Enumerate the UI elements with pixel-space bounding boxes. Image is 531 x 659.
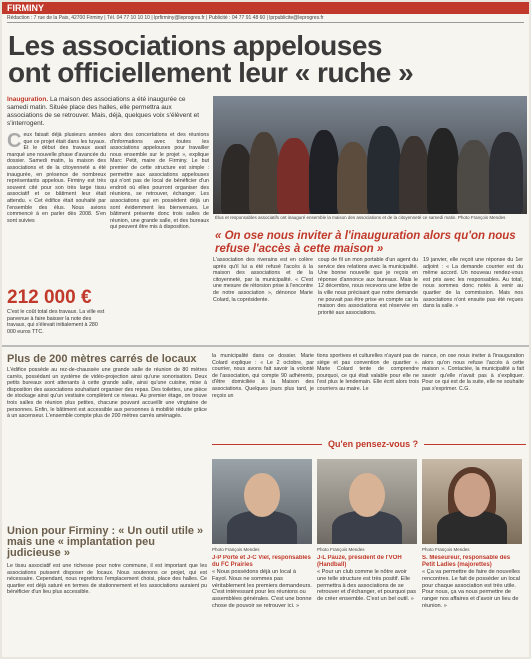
price-text: C'est le coût total des travaux. La ville est parvenue à faire baisser la note des travaux, qui s'élevait initialement à 280 000 euros TTC. (7, 309, 105, 335)
opinion-item (422, 555, 522, 657)
portrait-photo (422, 459, 522, 544)
continued-column-1: la municipalité dans ce dossier. Marie Colard explique : « Le 2 octobre, par courrier, nous avons fait savoir la volonté de l'association, qui compte 90 adhérents, d'être domiciliée à la Maison des associations. Quelques jours plus tard, je reçois un (212, 353, 314, 399)
portrait-caption: Photo François Mendes (212, 547, 260, 552)
photo-figure (489, 132, 523, 214)
section-divider (2, 345, 529, 347)
photo-figure (399, 136, 429, 214)
opinion-item (212, 555, 312, 657)
riverains-column-3: 19 janvier, elle reçoit une réponse du 1er adjoint : « La demande courrier est du même accord. Un nouveau rendez-vous est pris avec les responsables. Au total, nous sommes donc notés à venir au quartier de la commission. Mais nos associations n'ont ensuite pas été reçues dans la salle. » (423, 257, 523, 310)
opinion-name: J-P Porte et J-C Viel, responsables du FC Prairies (212, 555, 311, 568)
article-col1-text: eux faisait déjà plusieurs années que ce projet était dans les tuyaux. Et le début des travaux avait marqué une nouvelle phase d'avancée du dossier. Samedi matin, la maison des associations et de la citoyenneté a été inaugurée, en présence de nombreux représentants appelous. Firminy est très souvent cité pour son très large tissu associatif et ce bâtiment leur était attendu. « Cet édifice était souhaité par l'ensemble des élus. Nous avions commencé à en parler dès 2008. S'en sont suivies (7, 132, 106, 224)
portrait-caption: Photo François Mendes (422, 547, 470, 552)
photo-figure (427, 128, 459, 214)
photo-figure (457, 140, 491, 214)
opinion-text: « Nous possédons déjà un local à Fayol. Nous ne sommes pas véritablement les premiers demandeurs. C'est intéressant pour les réunions ou assemblées générales. C'est une bonne chose de pouvoir se retrouver ici. » (212, 569, 312, 609)
headline-line-2: ont officiellement leur « ruche » (8, 57, 414, 88)
opinion-name: S. Meseureur, responsable des Petit Ladies (majorettes) (422, 555, 511, 568)
photo-figure (337, 142, 369, 214)
newspaper-page (2, 2, 529, 657)
dropcap: C (7, 132, 22, 152)
main-photo-caption: Élus et responsables associatifs ont inauguré ensemble la maison des associations et de la citoyenneté ce samedi matin. Photo François Mendes (215, 215, 506, 220)
opinion-banner-label: Qu'en pensez-vous ? (322, 439, 424, 449)
locaux-title: Plus de 200 mètres carrés de locaux (7, 353, 197, 365)
photo-figure (309, 130, 339, 214)
opinion-item (317, 555, 417, 657)
continued-column-2: tions sportives et culturelles n'ayant pas de siège et pas convention de quartier ». Marie Colard tente de comprendre pourquoi, ce qui était valable pour elle ne l'est plus le lendemain. Elle écrit alors trois courriers au maire. Le (317, 353, 419, 392)
lead-kicker: Inauguration. (7, 96, 49, 103)
continued-column-3: nance, on ose nous inviter à l'inauguration alors qu'on nous refuse l'accès à cette maison ». Contactée, la municipalité a fait savoir qu'elle n'avait pas à s'expliquer. Pour ce qui est de la suite, elle ne souhaite pas s'exprimer. C.G. (422, 353, 524, 392)
section-header: FIRMINY (2, 2, 529, 14)
opinion-text: « Pour un club comme le nôtre avoir une telle structure est très positif. Elle permettra à des associations de se retrouver et d'échanger, et pourquoi pas de créer ensemble. C'est un bel outil. » (317, 569, 417, 603)
opinion-name: J-L Pauze, président de l'VOH (Handball) (317, 555, 402, 568)
lead-text: La maison des associations a été inaugurée ce samedi matin. Située place des halles, elle permettra aux associations de se retrouver. Mais, déjà, quelques voix s'élèvent et s'interrogent. (7, 96, 200, 127)
portrait-photo (212, 459, 312, 544)
union-text: Le tissu associatif est une richesse pour notre commune, il est important que les associations puissent disposer de locaux. Nous soutenons ce projet, qui est nécessaire. Cependant, nous regrettons l'emplacement choisi, place des halles. Ce quartier est déjà saturé en termes de stationnement et les associations auraient pu bénéficier d'un lieu plus accessible. (7, 563, 207, 596)
price-amount: 212 000 € (7, 287, 92, 308)
headline (8, 32, 523, 86)
headline-line-1: Les associations appelouses (8, 30, 382, 61)
pull-quote: « On ose nous inviter à l'inauguration alors qu'on nous refuse l'accès à cette maison » (215, 230, 516, 255)
portrait-face (349, 473, 385, 517)
portrait-face (244, 473, 280, 517)
redaction-line: Rédaction : 7 rue de la Paix, 42700 Firminy | Tél. 04 77 10 10 10 | lprfirminy@leprogres.fr | Publicité : 04 77 91 48 60 | lprpublicite@leprogres.fr (7, 15, 524, 23)
portrait-photo (317, 459, 417, 544)
photo-figure (367, 126, 401, 214)
riverains-column-2: coup de fil un mon portable d'un agent du service des relations avec la municipalité. Une bonne nouvelle que je reçois en réponse d'annonce aux bureaux. Mais le 12 décembre, nous recevons une lettre de la ville nous précisant que notre demande ne pouvait pas être prise en compte car la maison des associations est réservée en priorité aux associations. (318, 257, 418, 316)
union-title: Union pour Firminy : « Un outil utile » mais une « implantation peu judicieuse » (7, 525, 204, 559)
opinion-text: « Ça va permettre de faire de nouvelles rencontres. Le fait de posséder un local pour chaque association est très utile. Pour nous, ça va nous permettre de ranger nos affaires et d'avoir un lieu de réunion. » (422, 569, 520, 609)
locaux-text: L'édifice possède au rez-de-chaussée une grande salle de réunion de 80 mètres carrés, possédant un système de vidéo-projection ainsi qu'une sonorisation. Deux petits bureaux sont attenants à cette grande salle, ainsi qu'une cuisine, mise à disposition des associations souhaitant organiser des repas. Des toilettes, une pièce de stockage ainsi qu'un vestiaire complètent ce niveau. Au premier étage, on trouve trois salles de réunion plus petites, chacune pouvant accueillir une vingtaine de personnes. Enfin, le bâtiment est accessible aux personnes à mobilité réduite grâce à un ascenseur. L'ensemble compte plus de 200 mètres carrés aménagés. (7, 367, 207, 420)
lead-paragraph (7, 96, 207, 128)
riverains-column-1: L'association des riverains est en colère après qu'il lui a été refusé l'accès à la maison des associations et de la citoyenneté, par la municipalité. « C'est une mesure de rétorsion prise à l'encontre de notre association », dénonce Marie Colard, la coprésidente. (213, 257, 313, 303)
portrait-face (454, 473, 490, 517)
photo-figure (277, 138, 311, 214)
article-column-1 (7, 132, 106, 282)
article-column-2: alors des concertations et des réunions d'informations avec toutes les associations appelouses pour travailler nous ensemble sur le projet », explique Marc Petit, maire de Firminy. Le but premier de cette structure est simple : permettre aux associations appelouses qui n'ont pas de local de bénéficier d'un endroit où elles pourront organiser des réunions, se retrouver, échanger. Les associations qui en possèdent déjà un sont évidemment les bienvenues. Le bâtiment présente donc trois salles de réunion, une grande salle, et des bureaux qui peuvent être mis à disposition. (110, 132, 209, 231)
opinion-banner (212, 439, 526, 456)
photo-figure (249, 132, 279, 214)
main-photo (213, 96, 527, 214)
portrait-caption: Photo François Mendes (317, 547, 365, 552)
